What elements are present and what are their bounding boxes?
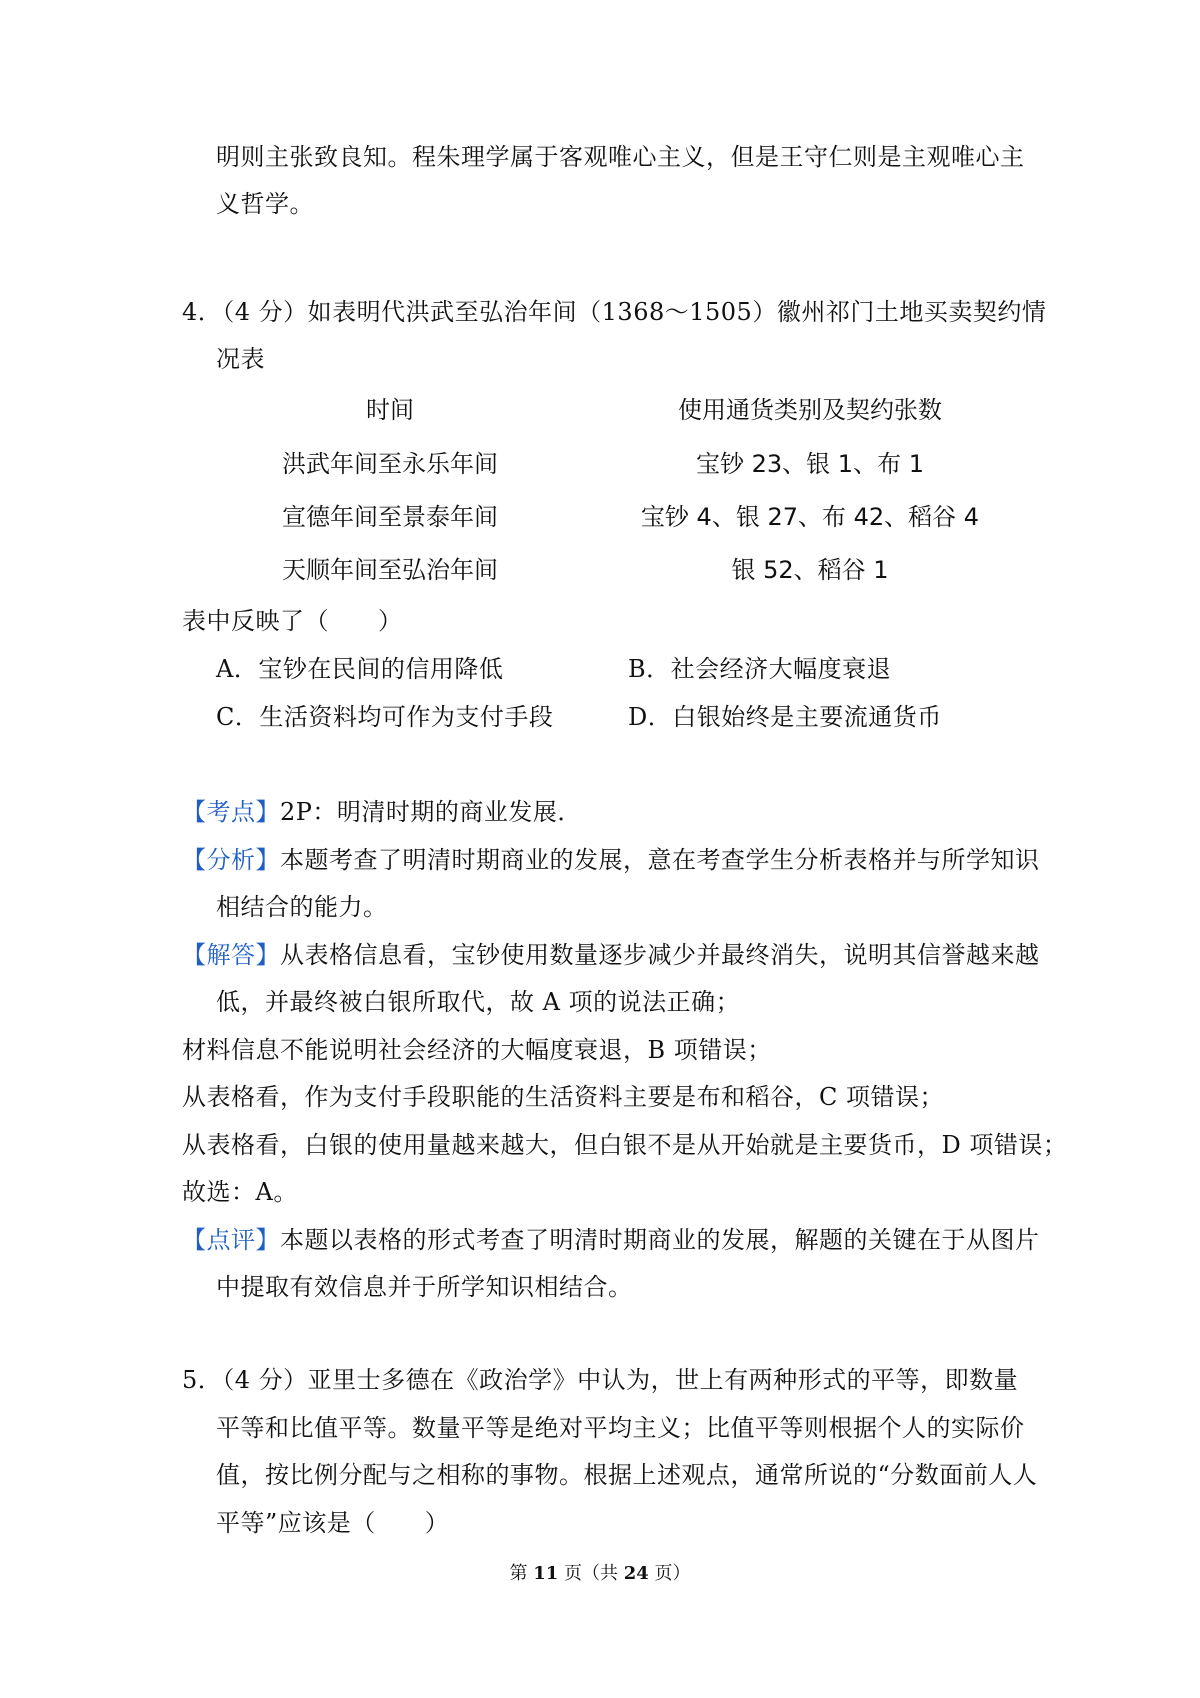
jieda-option-c: 从表格看，作为支付手段职能的生活资料主要是布和稻谷，C 项错误； [182,1083,944,1111]
kaodian-line [182,795,582,829]
table-cell-currency: 宝钞 23、银 1、布 1 [696,450,924,478]
option-c: C．生活资料均可作为支付手段 [216,703,554,731]
option-a: A．宝钞在民间的信用降低 [216,655,504,683]
jieda-line-2: 低，并最终被白银所取代，故 A 项的说法正确； [216,988,741,1016]
jieda-tag: 【解答】 [182,941,280,969]
table-header-currency: 使用通货类别及契约张数 [678,396,942,424]
dianping-text: 本题以表格的形式考查了明清时期商业的发展，解题的关键在于从图片 [280,1226,1040,1254]
footer-mid: 页（共 [564,1563,618,1584]
table-cell-period: 天顺年间至弘治年间 [282,556,498,584]
dianping-tag: 【点评】 [182,1226,280,1254]
table-cell-currency: 宝钞 4、银 27、布 42、稻谷 4 [640,503,980,531]
table-cell-period: 宣德年间至景泰年间 [282,503,498,531]
jieda-answer: 故选：A。 [182,1178,298,1206]
option-d: D．白银始终是主要流通货币 [628,703,942,731]
prev-answer-line-1: 明则主张致良知。程朱理学属于客观唯心主义，但是王守仁则是主观唯心主 [216,143,1025,171]
jieda-option-d: 从表格看，白银的使用量越来越大，但白银不是从开始就是主要货币，D 项错误； [182,1131,1068,1159]
question-5-line-1: 5．（4 分）亚里士多德在《政治学》中认为，世上有两种形式的平等，即数量 [182,1366,1019,1394]
question-5-line-3: 值，按比例分配与之相称的事物。根据上述观点，通常所说的“分数面前人人 [216,1461,1038,1489]
fenxi-line-2: 相结合的能力。 [216,893,388,921]
jieda-text: 从表格信息看，宝钞使用数量逐步减少并最终消失，说明其信誉越来越 [280,941,1040,969]
table-header-time: 时间 [366,396,414,424]
question-5-line-4: 平等”应该是（ ） [216,1509,450,1537]
table-cell-currency: 银 52、稻谷 1 [731,556,889,584]
kaodian-text: 2P：明清时期的商业发展． [280,798,582,826]
footer-prefix: 第 [509,1563,528,1584]
footer-suffix: 页） [654,1563,691,1584]
jieda-option-b: 材料信息不能说明社会经济的大幅度衰退，B 项错误； [182,1036,772,1064]
question-4-line-2: 况表 [216,345,265,373]
question-5-line-2: 平等和比值平等。数量平等是绝对平均主义；比值平等则根据个人的实际价 [216,1414,1025,1442]
footer-total-pages: 24 [623,1563,649,1584]
jieda-line-1 [182,938,1040,972]
option-b: B．社会经济大幅度衰退 [628,655,892,683]
dianping-line-1 [182,1223,1040,1257]
fenxi-text: 本题考查了明清时期商业的发展，意在考查学生分析表格并与所学知识 [280,846,1040,874]
footer-page-number: 11 [533,1563,559,1584]
table-cell-period: 洪武年间至永乐年间 [282,450,498,478]
fenxi-line-1 [182,843,1040,877]
fenxi-tag: 【分析】 [182,846,280,874]
dianping-line-2: 中提取有效信息并于所学知识相结合。 [216,1273,633,1301]
prev-answer-line-2: 义哲学。 [216,190,314,218]
page-footer [0,1562,1200,1586]
question-4-stem: 表中反映了（ ） [182,607,403,635]
question-4-line-1: 4．（4 分）如表明代洪武至弘治年间（1368～1505）徽州祁门土地买卖契约情 [182,298,1047,326]
kaodian-tag: 【考点】 [182,798,280,826]
